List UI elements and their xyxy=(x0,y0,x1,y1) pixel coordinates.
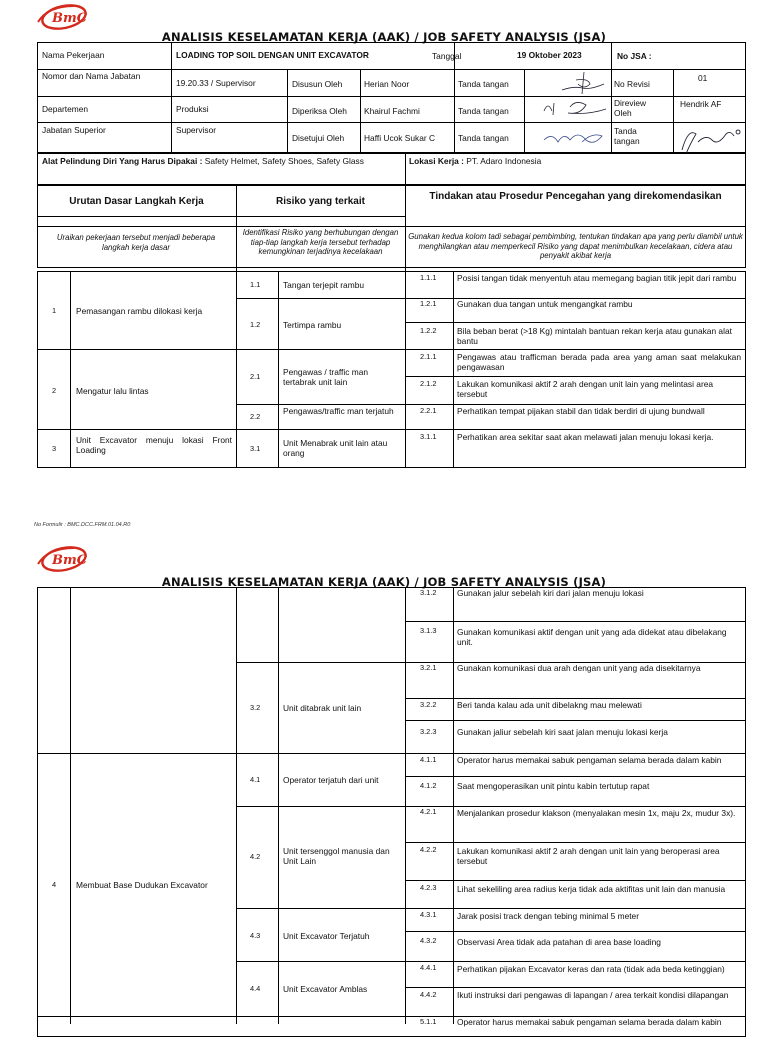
action-text: Gunakan jaliur sebelah kiri saat jalan menuju lokasi kerja xyxy=(457,727,668,737)
nama-pekerjaan-value: LOADING TOP SOIL DENGAN UNIT EXCAVATOR xyxy=(176,50,369,60)
step-text: Unit Excavator menuju lokasi Front Loading xyxy=(76,435,232,455)
jabatan-superior-value: Supervisor xyxy=(176,125,217,135)
step-text: Membuat Base Dudukan Excavator xyxy=(76,880,208,890)
jabatan-superior-label: Jabatan Superior xyxy=(42,125,106,135)
column-desc-steps: Uraikan pekerjaan tersebut menjadi beberapa langkah kerja dasar xyxy=(56,233,216,252)
action-number: 1.2.1 xyxy=(420,299,437,308)
column-desc-actions: Gunakan kedua kolom tadi sebagai pembimbing, tentukan tindakan apa yang perlu diambil untuk menghilangkan atau memperkecil Risiko yang dapat menimbulkan kecelakaan, cidera atau penyakit akibat kerja xyxy=(408,232,743,260)
direview-label: Direview Oleh xyxy=(614,98,647,118)
risk-text: Tangan terjepit rambu xyxy=(283,280,365,290)
signature-icon-3 xyxy=(542,126,608,150)
action-number: 3.1.1 xyxy=(420,432,437,441)
action-text: Gunakan komunikasi aktif dengan unit yang ada didekat atau dibelakang unit. xyxy=(457,627,727,647)
risk-number: 4.4 xyxy=(250,984,261,993)
risk-text: Unit Excavator Amblas xyxy=(283,984,368,994)
disusun-label: Disusun Oleh xyxy=(292,79,343,89)
action-number: 3.2.2 xyxy=(420,700,437,709)
action-text: Perhatikan area sekitar saat akan melawati jalan menuju lokasi kerja. xyxy=(457,432,714,442)
step-number: 3 xyxy=(52,444,57,453)
risk-number: 4.2 xyxy=(250,852,261,861)
lokasi-label: Lokasi Kerja : xyxy=(409,156,464,166)
action-text: Gunakan dua tangan untuk mengangkat rambu xyxy=(457,299,633,309)
tanda-tangan-label-2: Tanda tangan xyxy=(458,106,509,116)
svg-text:BmC: BmC xyxy=(52,553,88,568)
risk-number: 4.3 xyxy=(250,931,261,940)
disetujui-value: Haffi Ucok Sukar C xyxy=(364,133,436,143)
step-number: 1 xyxy=(52,306,57,315)
lokasi-value: PT. Adaro Indonesia xyxy=(466,156,542,166)
document-title-page-2: ANALISIS KESELAMATAN KERJA (AAK) / JOB SAFETY ANALYSIS (JSA) xyxy=(161,575,607,589)
step-number: 2 xyxy=(52,386,57,395)
disetujui-label: Disetujui Oleh xyxy=(292,133,345,143)
signature-icon-1 xyxy=(560,70,608,96)
tanda-tangan-label-4: Tanda tangan xyxy=(614,126,640,146)
risk-number: 2.1 xyxy=(250,372,261,381)
company-logo-page-2 xyxy=(34,544,96,574)
action-text: Bila beban berat (>18 Kg) mintalah bantuan rekan kerja atau gunakan alat bantu xyxy=(457,326,732,346)
action-number: 3.1.3 xyxy=(420,626,437,635)
action-text: Lihat sekeliling area radius kerja tidak ada aktifitas unit lain dan manusia xyxy=(457,884,726,894)
signature-icon-4 xyxy=(676,124,746,156)
tanggal-value: 19 Oktober 2023 xyxy=(517,50,582,60)
nomor-jabatan-value: 19.20.33 / Supervisor xyxy=(176,78,256,88)
risk-text: Operator terjatuh dari unit xyxy=(283,775,379,785)
risk-text: Unit Excavator Terjatuh xyxy=(283,931,370,941)
action-text: Perhatikan tempat pijakan stabil dan tidak berdiri di ujung bundwall xyxy=(457,406,705,416)
step-text: Mengatur lalu lintas xyxy=(76,386,149,396)
risk-text: Pengawas / traffic man tertabrak unit lain xyxy=(283,367,369,387)
action-text: Gunakan komunikasi dua arah dengan unit yang ada disekitarnya xyxy=(457,663,701,673)
action-text: Operator harus memakai sabuk pengaman selama berada dalam kabin xyxy=(457,755,722,765)
nama-pekerjaan-label: Nama Pekerjaan xyxy=(42,50,105,60)
action-text: Jarak posisi track dengan tebing minimal 5 meter xyxy=(457,911,640,921)
action-number: 4.3.1 xyxy=(420,910,437,919)
column-header-steps: Urutan Dasar Langkah Kerja xyxy=(69,196,204,207)
action-number: 4.2.2 xyxy=(420,845,437,854)
risk-number: 2.2 xyxy=(250,412,261,421)
action-text: Saat mengoperasikan unit pintu kabin tertutup rapat xyxy=(457,781,650,791)
company-logo-icon xyxy=(34,544,96,574)
no-revisi-value: 01 xyxy=(698,73,708,83)
direview-value: Hendrik AF xyxy=(680,99,722,109)
tanda-tangan-label-1: Tanda tangan xyxy=(458,79,509,89)
risk-number: 1.1 xyxy=(250,280,261,289)
apd-label: Alat Pelindung Diri Yang Harus Dipakai : xyxy=(42,156,203,166)
departemen-label: Departemen xyxy=(42,104,89,114)
column-header-risks: Risiko yang terkait xyxy=(276,196,365,207)
action-text: Operator harus memakai sabuk pengaman selama berada dalam kabin xyxy=(457,1017,722,1027)
risk-text: Pengawas/traffic man terjatuh xyxy=(283,406,394,416)
action-number: 2.1.2 xyxy=(420,379,437,388)
action-number: 2.2.1 xyxy=(420,406,437,415)
risk-text: Unit ditabrak unit lain xyxy=(283,703,362,713)
action-text: Menjalankan prosedur klakson (menyalakan mesin 1x, maju 2x, mudur 3x). xyxy=(457,808,736,818)
form-number: No Formulir : BMC.DCC.FRM.01.04.R0 xyxy=(34,522,131,528)
diperiksa-value: Khairul Fachmi xyxy=(364,106,420,116)
tanda-tangan-label-3: Tanda tangan xyxy=(458,133,509,143)
disusun-value: Herian Noor xyxy=(364,79,410,89)
risk-number: 1.2 xyxy=(250,320,261,329)
svg-text:BmC: BmC xyxy=(52,11,88,26)
action-text: Posisi tangan tidak menyentuh atau memegang bagian titik jepit dari rambu xyxy=(457,273,737,283)
risk-text: Unit Menabrak unit lain atau orang xyxy=(283,438,388,458)
company-logo-icon xyxy=(34,2,96,32)
tanggal-label: Tanggal xyxy=(432,51,462,61)
action-number: 4.2.3 xyxy=(420,883,437,892)
action-number: 5.1.1 xyxy=(420,1017,437,1026)
action-number: 3.2.1 xyxy=(420,663,437,672)
action-number: 4.1.1 xyxy=(420,755,437,764)
action-text: Ikuti instruksi dari pengawas di lapangan / area terkait kondisi dilapangan xyxy=(457,990,729,1000)
step-number: 4 xyxy=(52,880,57,889)
departemen-value: Produksi xyxy=(176,104,209,114)
action-text: Gunakan jalur sebelah kiri dari jalan menuju lokasi xyxy=(457,588,644,598)
risk-number: 3.1 xyxy=(250,444,261,453)
action-text: Pengawas atau trafficman berada pada area yang aman saat melakukan pengawasan xyxy=(457,352,741,372)
step-text: Pemasangan rambu dilokasi kerja xyxy=(76,306,203,316)
no-jsa-label: No JSA : xyxy=(617,51,652,61)
action-text: Observasi Area tidak ada patahan di area base loading xyxy=(457,937,661,947)
action-text: Lakukan komunikasi aktif 2 arah dengan unit lain yang melintasi area tersebut xyxy=(457,379,714,399)
no-revisi-label: No Revisi xyxy=(614,79,650,89)
signature-icon-2 xyxy=(540,97,610,121)
company-logo xyxy=(34,2,96,32)
action-number: 4.2.1 xyxy=(420,807,437,816)
risk-text: Unit tersenggol manusia dan Unit Lain xyxy=(283,846,390,866)
column-header-actions: Tindakan atau Prosedur Pencegahan yang direkomendasikan xyxy=(429,191,722,202)
lokasi-line xyxy=(409,156,541,166)
action-text: Perhatikan pijakan Excavator keras dan rata (tidak ada beda ketinggian) xyxy=(457,964,725,974)
action-text: Lakukan komunikasi aktif 2 arah dengan unit lain yang beroperasi area tersebut xyxy=(457,846,720,866)
column-desc-risks: Identifikasi Risiko yang berhubungan dengan tiap-tiap langkah kerja tersebut terhadap kemungkinan terjadinya kecelakaan xyxy=(242,228,399,256)
action-number: 4.3.2 xyxy=(420,936,437,945)
action-number: 4.1.2 xyxy=(420,781,437,790)
action-number: 2.1.1 xyxy=(420,352,437,361)
diperiksa-label: Diperiksa Oleh xyxy=(292,106,347,116)
action-number: 4.4.1 xyxy=(420,963,437,972)
apd-line xyxy=(42,156,364,166)
action-number: 1.1.1 xyxy=(420,273,437,282)
risk-number: 4.1 xyxy=(250,775,261,784)
nomor-jabatan-label: Nomor dan Nama Jabatan xyxy=(42,71,141,81)
apd-value: Safety Helmet, Safety Shoes, Safety Glass xyxy=(204,156,364,166)
action-number: 1.2.2 xyxy=(420,326,437,335)
risk-number: 3.2 xyxy=(250,703,261,712)
risk-text: Tertimpa rambu xyxy=(283,320,342,330)
action-number: 3.1.2 xyxy=(420,588,437,597)
document-title: ANALISIS KESELAMATAN KERJA (AAK) / JOB SAFETY ANALYSIS (JSA) xyxy=(161,30,607,44)
action-number: 4.4.2 xyxy=(420,990,437,999)
action-number: 3.2.3 xyxy=(420,727,437,736)
action-text: Beri tanda kalau ada unit dibelakng mau melewati xyxy=(457,700,642,710)
